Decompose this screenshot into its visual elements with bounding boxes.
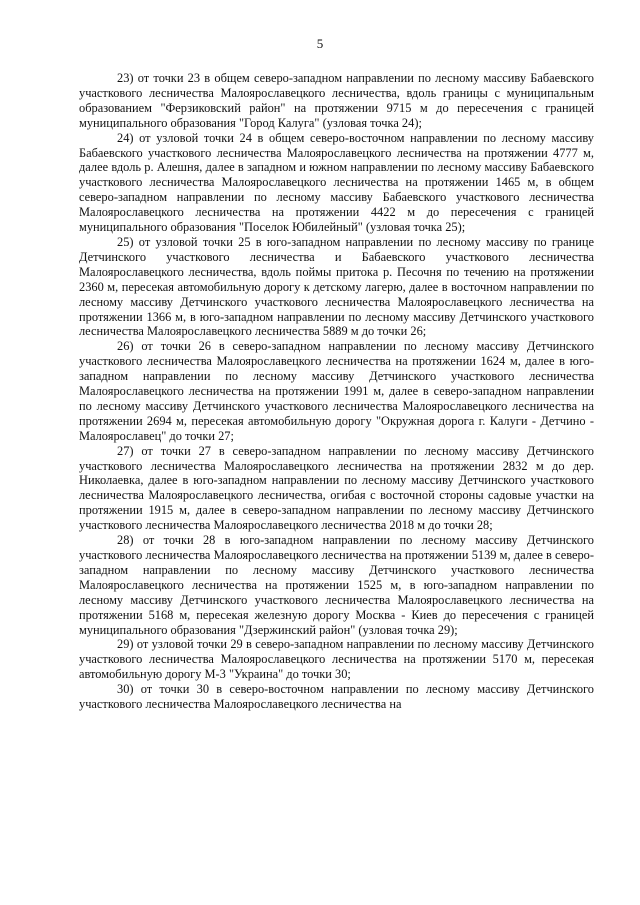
paragraph-27: 27) от точки 27 в северо-западном направлении по лесному массиву Детчинского участкового лесничества Малоярославецкого лесничества на протяжении 2832 м до дер. Николаевка, далее в юго-западном направлении по лесному массиву Детчинского участкового лесничества Малоярославецкого лесничества, огибая с восточной стороны садовые участки на протяжении 1915 м, далее в северо-западном направлении по лесному массиву Детчинского участкового лесничества Малоярославецкого лесничества 2018 м до точки 28;: [79, 443, 594, 533]
paragraph-28: 28) от точки 28 в юго-западном направлении по лесному массиву Детчинского участкового лесничества Малоярославецкого лесничества на протяжении 5139 м, далее в северо-западном направлении по лесному массиву Детчинского участкового лесничества Малоярославецкого лесничества на протяжении 1525 м, в юго-западном направлении по лесному массиву Детчинского участкового лесничества Малоярославецкого лесничества на протяжении 5168 м, пересекая железную дорогу Москва - Киев до пересечения с границей муниципального образования "Дзержинский район" (узловая точка 29);: [79, 533, 594, 637]
paragraph-24: 24) от узловой точки 24 в общем северо-восточном направлении по лесному массиву Бабаевского участкового лесничества Малоярославецкого лесничества на протяжении 4777 м, далее вдоль р. Алешня, далее в западном и южном направлении по лесному массиву Бабаевского участкового лесничества Малоярославецкого лесничества на протяжении 1465 м, в общем северо-западном направлении по лесному массиву Бабаевского участкового лесничества Малоярославецкого лесничества на протяжении 4422 м до пересечения с границей муниципального образования "Поселок Юбилейный" (узловая точка 25);: [79, 130, 594, 235]
paragraph-26: 26) от точки 26 в северо-западном направлении по лесному массиву Детчинского участкового лесничества Малоярославецкого лесничества на протяжении 1624 м, далее в юго-западном направлении по лесному массиву Детчинского участкового лесничества Малоярославецкого лесничества на протяжении 1991 м, далее в северо-западном направлении по лесному массиву Детчинского участкового лесничества Малоярославецкого лесничества на протяжении 2694 м, пересекая автомобильную дорогу "Окружная дорога г. Калуги - Детчино - Малоярославец" до точки 27;: [79, 339, 594, 443]
paragraph-23: 23) от точки 23 в общем северо-западном направлении по лесному массиву Бабаевского участкового лесничества Малоярославецкого лесничества, вдоль границы с муниципальным образованием "Ферзиковский район" на протяжении 9715 м до пересечения с границей муниципального образования "Город Калуга" (узловая точка 24);: [79, 71, 594, 130]
page-number: 5: [316, 36, 324, 51]
document-body: [79, 71, 594, 712]
paragraph-29: 29) от узловой точки 29 в северо-западном направлении по лесному массиву Детчинского участкового лесничества Малоярославецкого лесничества на протяжении 5170 м, пересекая автомобильную дорогу М-3 "Украина" до точки 30;: [79, 637, 594, 682]
paragraph-30: 30) от точки 30 в северо-восточном направлении по лесному массиву Детчинского участкового лесничества Малоярославецкого лесничества на: [79, 682, 594, 712]
paragraph-25: 25) от узловой точки 25 в юго-западном направлении по лесному массиву по границе Детчинского участкового лесничества и Бабаевского участкового лесничества Малоярославецкого лесничества, вдоль поймы притока р. Песочня по течению на протяжении 2360 м, пересекая автомобильную дорогу к детскому лагерю, далее в восточном направлении по лесному массиву Детчинского участкового лесничества Малоярославецкого лесничества на протяжении 1366 м, в юго-западном направлении по лесному массиву Детчинского участкового лесничества Малоярославецкого лесничества 5889 м до точки 26;: [79, 234, 594, 339]
